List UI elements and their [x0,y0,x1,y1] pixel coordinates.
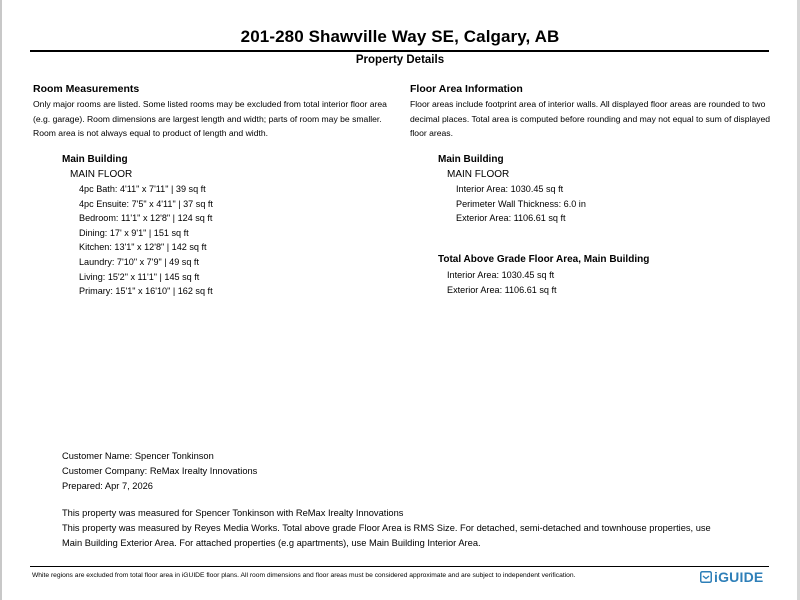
page-edge-left [0,0,2,600]
floor-area-description [410,97,770,141]
room-item: 4pc Ensuite: 7'5" x 4'11" | 37 sq ft [79,198,213,209]
measurement-notes [62,506,711,552]
room-item: Primary: 15'1" x 16'10" | 162 sq ft [79,286,213,297]
room-description-line: (e.g. garage). Room dimensions are largest length and width; parts of room may be smaller. [33,113,382,124]
floor-area-floor-label: MAIN FLOOR [447,169,510,180]
customer-company: Customer Company: ReMax Irealty Innovations [62,466,258,477]
customer-name: Customer Name: Spencer Tonkinson [62,451,214,461]
floor-area-description-line: decimal places. Total area is computed before rounding and may not equal to sum of displayed [410,113,771,124]
iguide-logo-text: iGUIDE [714,569,764,585]
floor-area-description-line: Floor areas include footprint area of interior walls. All displayed floor areas are rounded to two [410,99,766,109]
room-description-line: Room area is not always equal to product of length and width. [33,128,269,139]
footer-divider [30,566,769,567]
room-item: 4pc Bath: 4'11" x 7'11" | 39 sq ft [79,184,206,194]
total-floor-area-heading: Total Above Grade Floor Area, Main Building [438,254,650,265]
room-description-line: Only major rooms are listed. Some listed rooms may be excluded from total interior floor area [33,99,387,109]
floor-area-building-heading: Main Building [438,154,504,165]
rooms-building-heading: Main Building [62,154,128,165]
floor-area-description-line: floor areas. [410,128,453,139]
floor-area-item: Perimeter Wall Thickness: 6.0 in [456,198,586,209]
footer-disclaimer: White regions are excluded from total floor area in iGUIDE floor plans. All room dimensions and floor areas must be considered approximate and are subject to independent verification. [32,572,576,579]
iguide-logo-icon [700,571,712,583]
room-item: Bedroom: 11'1" x 12'8" | 124 sq ft [79,213,213,224]
room-item: Laundry: 7'10" x 7'9" | 49 sq ft [79,256,199,267]
floor-area-heading: Floor Area Information [410,83,523,95]
property-address-title: 201-280 Shawville Way SE, Calgary, AB [240,27,560,46]
customer-info [62,449,257,495]
title-divider [30,50,769,52]
property-details-subtitle: Property Details [355,54,445,66]
iguide-logo [700,569,763,585]
room-measurements-description [33,97,387,141]
room-item: Kitchen: 13'1" x 12'8" | 142 sq ft [79,242,207,253]
measurement-note: Main Building Exterior Area. For attached properties (e.g apartments), use Main Building Interior Area. [62,538,481,549]
floor-area-item: Exterior Area: 1106.61 sq ft [456,213,566,224]
measurement-note: This property was measured by Reyes Media Works. Total above grade Floor Area is RMS Size. For detached, semi-detached and townhouse properties, use [62,523,711,534]
room-item: Dining: 17' x 9'1" | 151 sq ft [79,227,189,238]
room-item: Living: 15'2" x 11'1" | 145 sq ft [79,271,200,282]
measurement-note: This property was measured for Spencer Tonkinson with ReMax Irealty Innovations [62,508,404,518]
rooms-floor-label: MAIN FLOOR [70,169,133,180]
room-measurements-heading: Room Measurements [33,83,140,95]
total-area-item: Exterior Area: 1106.61 sq ft [447,284,557,295]
room-list [79,182,213,299]
total-area-item: Interior Area: 1030.45 sq ft [447,270,555,280]
total-floor-area-list [447,268,557,297]
prepared-date: Prepared: Apr 7, 2026 [62,481,153,492]
floor-area-list [456,182,586,226]
floor-area-item: Interior Area: 1030.45 sq ft [456,184,564,194]
